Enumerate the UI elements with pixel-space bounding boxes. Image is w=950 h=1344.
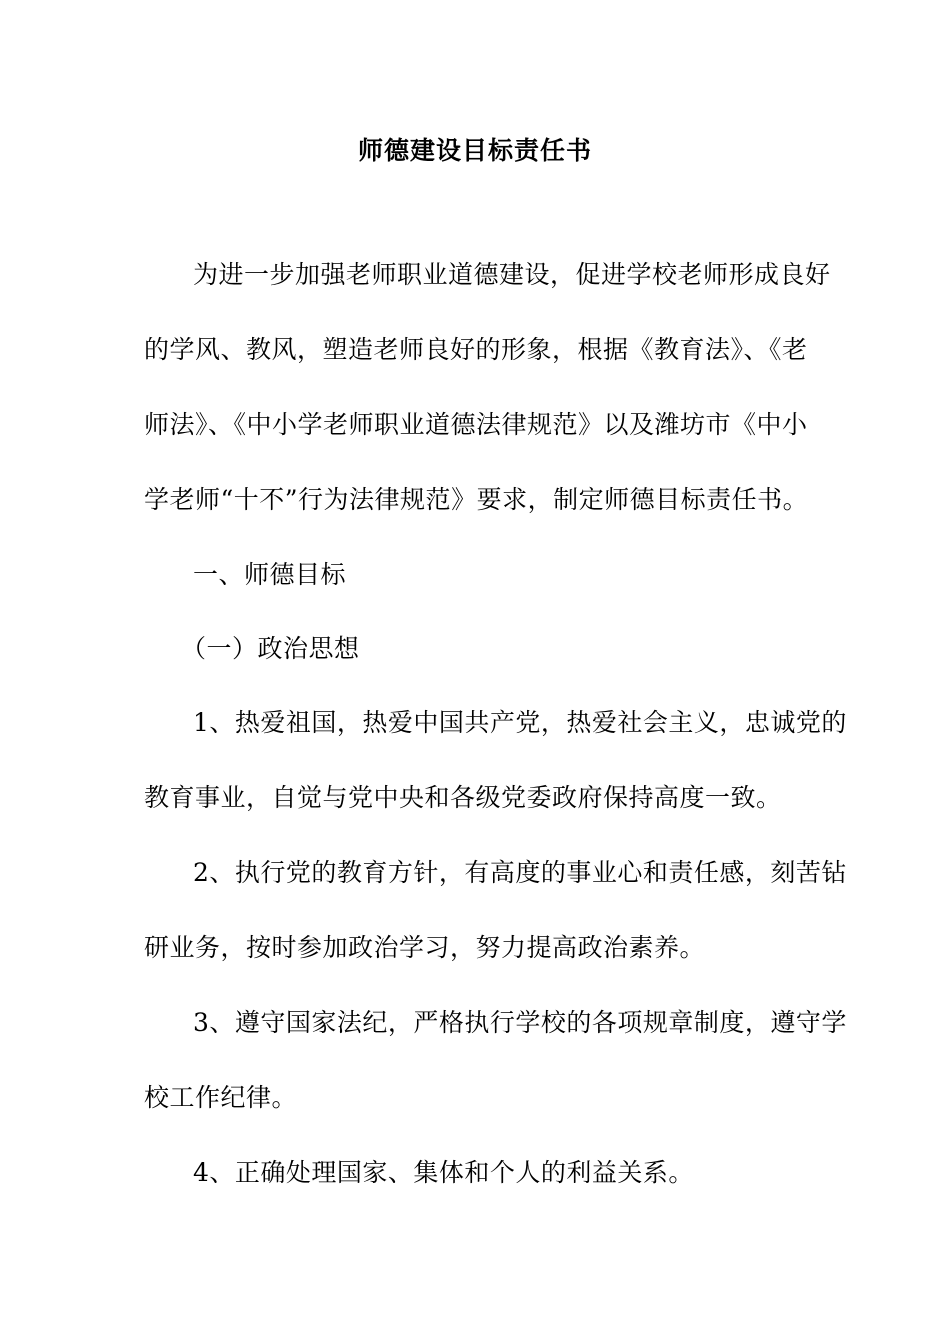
paragraph-line: 校工作纪律。: [144, 1083, 298, 1112]
paragraph-line: 4、正确处理国家、集体和个人的利益关系。: [193, 1158, 694, 1187]
document-title: 师德建设目标责任书: [357, 136, 592, 165]
paragraph-line: 2、执行党的教育方针，有高度的事业心和责任感，刻苦钻: [193, 858, 847, 887]
paragraph-line: 教育事业，自觉与党中央和各级党委政府保持高度一致。: [144, 783, 782, 812]
paragraph-line: 为进一步加强老师职业道德建设，促进学校老师形成良好: [193, 260, 831, 289]
paragraph-line: 学老师“十不”行为法律规范》要求，制定师德目标责任书。: [144, 485, 809, 514]
paragraph-line: 研业务，按时参加政治学习，努力提高政治素养。: [144, 933, 706, 962]
subsection-heading: （一）政治思想: [181, 634, 360, 663]
paragraph-line: 的学风、教风，塑造老师良好的形象，根据《教育法》、《老: [144, 335, 808, 364]
paragraph-line: 师法》、《中小学老师职业道德法律规范》以及潍坊市《中小: [144, 410, 808, 439]
paragraph-line: 1、热爱祖国，热爱中国共产党，热爱社会主义，忠诚党的: [193, 708, 847, 737]
section-heading: 一、师德目标: [193, 560, 347, 589]
paragraph-line: 3、遵守国家法纪，严格执行学校的各项规章制度，遵守学: [193, 1008, 847, 1037]
